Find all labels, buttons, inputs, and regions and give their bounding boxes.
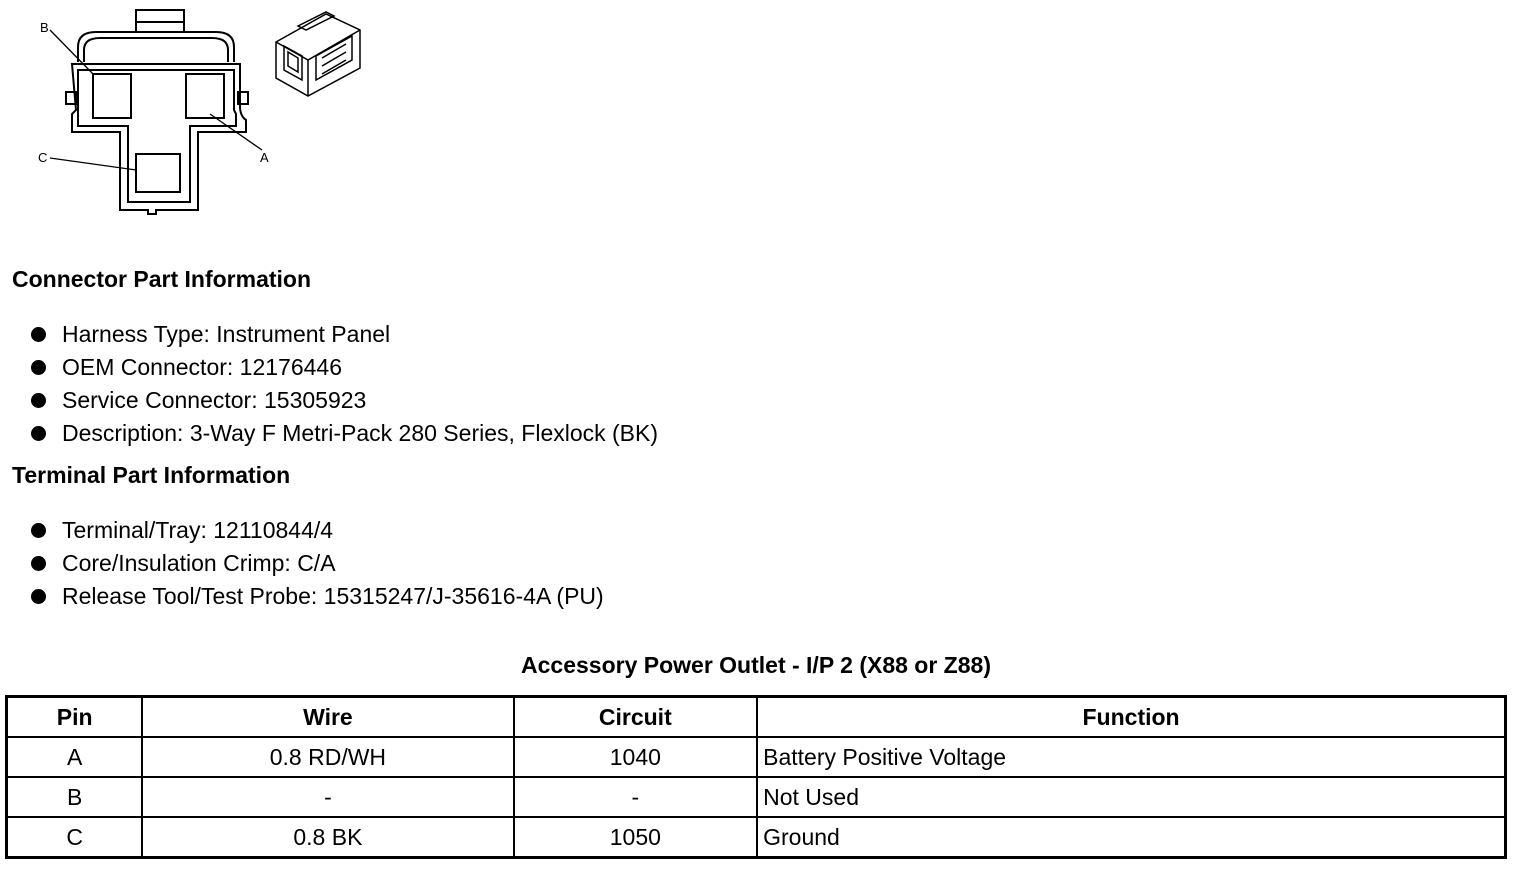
connector-part-list xyxy=(12,318,658,450)
cavity-a xyxy=(186,74,224,118)
list-item: Harness Type: Instrument Panel xyxy=(12,318,658,351)
list-item: Core/Insulation Crimp: C/A xyxy=(12,547,604,580)
pin-cell: A xyxy=(7,737,143,777)
bullet-icon xyxy=(31,556,46,571)
connector-face-diagram xyxy=(30,2,280,217)
table-title: Accessory Power Outlet - I/P 2 (X88 or Z88) xyxy=(521,652,991,678)
bullet-icon xyxy=(31,393,46,408)
pin-table xyxy=(5,695,1507,859)
table-row xyxy=(7,777,1506,817)
terminal-part-heading: Terminal Part Information xyxy=(12,462,291,488)
column-header-circuit: Circuit xyxy=(514,697,758,738)
bullet-icon xyxy=(31,523,46,538)
list-item: Description: 3-Way F Metri-Pack 280 Series, Flexlock (BK) xyxy=(12,417,658,450)
table-row xyxy=(7,737,1506,777)
column-header-function: Function xyxy=(757,697,1505,738)
function-cell: Not Used xyxy=(757,777,1505,817)
column-header-pin: Pin xyxy=(7,697,143,738)
circuit-cell: 1040 xyxy=(514,737,758,777)
list-item: OEM Connector: 12176446 xyxy=(12,351,658,384)
pin-label-c: C xyxy=(38,150,48,165)
pin-label-b: B xyxy=(40,20,49,35)
connector-part-heading: Connector Part Information xyxy=(12,266,312,292)
list-item: Terminal/Tray: 12110844/4 xyxy=(12,514,604,547)
pin-cell: C xyxy=(7,817,143,858)
wire-cell: 0.8 BK xyxy=(142,817,513,858)
bullet-icon xyxy=(31,426,46,441)
bullet-icon xyxy=(31,327,46,342)
list-item: Service Connector: 15305923 xyxy=(12,384,658,417)
bullet-icon xyxy=(31,589,46,604)
pin-cell: B xyxy=(7,777,143,817)
function-cell: Ground xyxy=(757,817,1505,858)
list-item: Release Tool/Test Probe: 15315247/J-35616-4A (PU) xyxy=(12,580,604,613)
function-cell: Battery Positive Voltage xyxy=(757,737,1505,777)
bullet-icon xyxy=(31,360,46,375)
wire-cell: - xyxy=(142,777,513,817)
pin-label-a: A xyxy=(260,150,269,165)
circuit-cell: - xyxy=(514,777,758,817)
table-header-row xyxy=(7,697,1506,738)
terminal-part-list xyxy=(12,514,604,613)
connector-isometric-illustration xyxy=(268,8,368,98)
wire-cell: 0.8 RD/WH xyxy=(142,737,513,777)
column-header-wire: Wire xyxy=(142,697,513,738)
cavity-b xyxy=(93,74,131,118)
cavity-c xyxy=(136,154,180,192)
circuit-cell: 1050 xyxy=(514,817,758,858)
table-row xyxy=(7,817,1506,858)
